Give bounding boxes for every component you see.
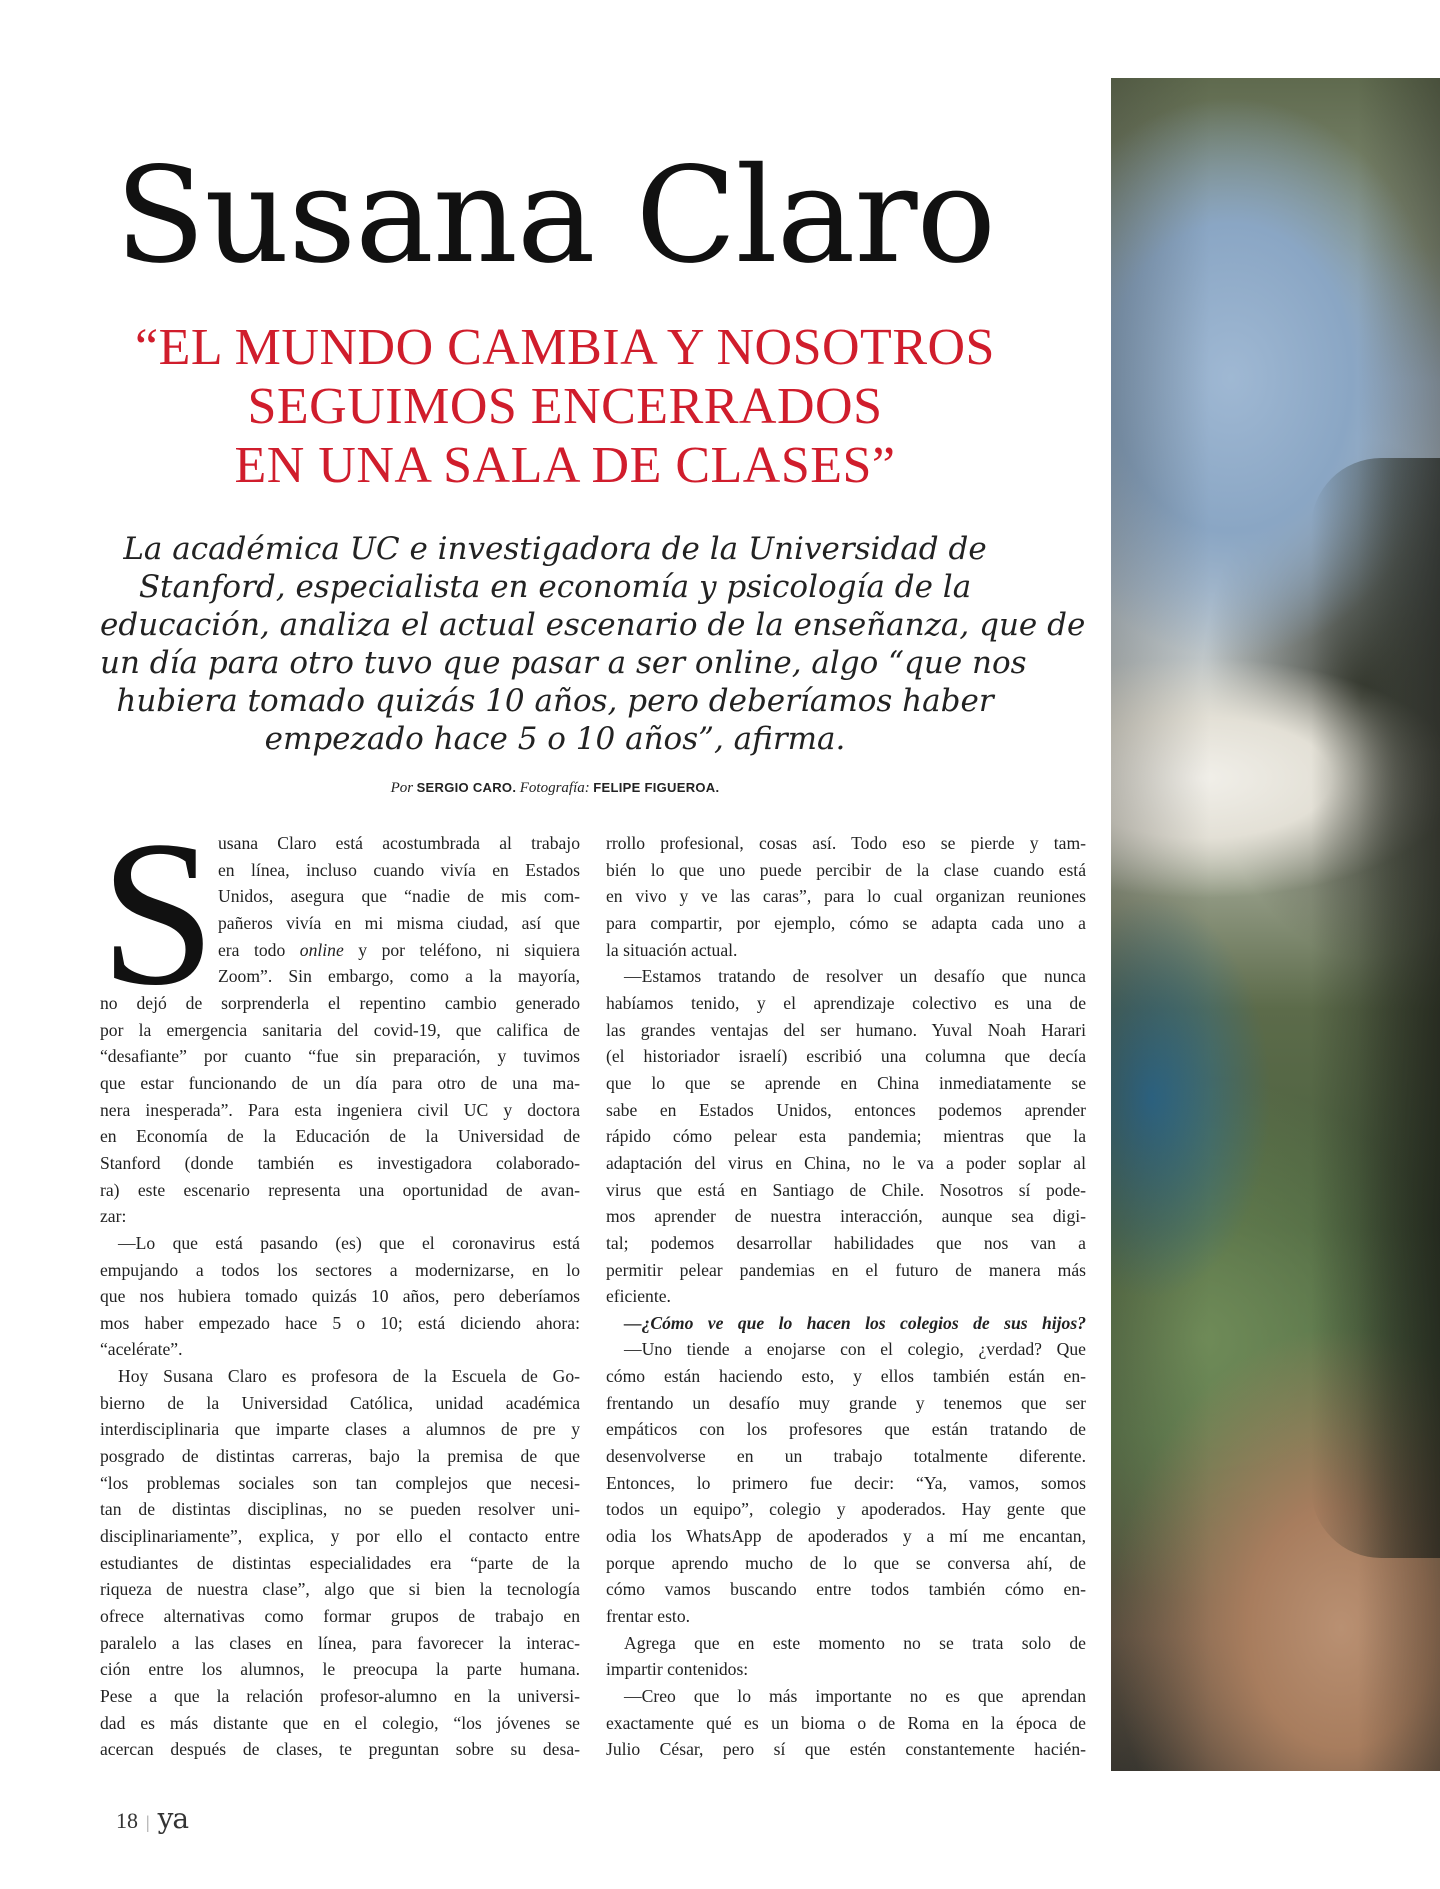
body-line: por la emergencia sanitaria del covid-19, que califica de xyxy=(100,1019,580,1040)
body-line: Agrega que en este momento no se trata solo de xyxy=(624,1632,1086,1653)
body-line: empujando a todos los sectores a modernizarse, en lo xyxy=(100,1259,580,1280)
body-line: zar: xyxy=(100,1206,127,1227)
body-line: riqueza de nuestra clase”, algo que si bien la tecnología xyxy=(100,1579,580,1600)
page-footer xyxy=(116,1802,188,1835)
quote-line: SEGUIMOS ENCERRADOS xyxy=(247,378,883,435)
byline-photo-label: Fotografía: xyxy=(519,780,590,796)
body-line: Zoom”. Sin embargo, como a la mayoría, xyxy=(218,966,580,987)
body-line: las grandes ventajas del ser humano. Yuval Noah Harari xyxy=(606,1019,1086,1040)
page-number: 18 xyxy=(116,1808,138,1833)
body-line: dad es más distante que en el colegio, “los jóvenes se xyxy=(100,1712,580,1733)
quote-line: EN UNA SALA DE CLASES” xyxy=(234,437,896,494)
body-line: Julio César, pero sí que estén constantemente hacién- xyxy=(606,1739,1086,1760)
article-title: Susana Claro xyxy=(114,139,996,293)
body-line: sabe en Estados Unidos, entonces podemos aprender xyxy=(606,1099,1086,1120)
article-column-1 xyxy=(100,798,580,1763)
body-line: mos aprender de nuestra interacción, aunque sea digi- xyxy=(606,1206,1086,1227)
body-line: porque aprendo mucho de lo que se conversa ahí, de xyxy=(606,1552,1086,1573)
body-line: tal; podemos desarrollar habilidades que nos van a xyxy=(606,1232,1086,1253)
body-line: nera inesperada”. Para esta ingeniera civil UC y doctora xyxy=(100,1099,580,1120)
body-line: Unidos, asegura que “nadie de mis com- xyxy=(218,886,580,907)
body-line: disciplinariamente”, explica, y por ello el contacto entre xyxy=(100,1526,580,1547)
pull-quote-headline xyxy=(60,318,1070,495)
body-line: desenvolverse en un trabajo totalmente diferente. xyxy=(606,1446,1086,1467)
dek-line: Stanford, especialista en economía y psicología de la xyxy=(138,569,972,605)
body-line: Pese a que la relación profesor-alumno en la universi- xyxy=(100,1686,580,1706)
body-line: interdisciplinaria que imparte clases a alumnos de pre y xyxy=(100,1419,580,1440)
footer-separator: | xyxy=(146,1812,150,1832)
body-line: empáticos con los profesores que están tratando de xyxy=(606,1419,1086,1440)
body-line: cómo están haciendo esto, y ellos también están en- xyxy=(606,1366,1086,1387)
byline-photographer: FELIPE FIGUEROA. xyxy=(593,780,720,795)
body-line: usana Claro está acostumbrada al trabajo xyxy=(218,833,580,853)
body-line: frentar esto. xyxy=(606,1606,691,1627)
dek-line: un día para otro tuvo que pasar a ser online, algo “que nos xyxy=(100,645,1027,681)
dek-line: educación, analiza el actual escenario de la enseñanza, que de xyxy=(100,607,1086,643)
body-line: habíamos tenido, y el aprendizaje colectivo es una de xyxy=(606,992,1086,1013)
dek-line: hubiera tomado quizás 10 años, pero deberíamos haber xyxy=(116,683,994,719)
body-line: que lo que se aprende en China inmediatamente se xyxy=(606,1072,1086,1093)
body-line: —Lo que está pasando (es) que el coronavirus está xyxy=(118,1232,580,1253)
body-line: pañeros vivía en mi misma ciudad, así que xyxy=(218,912,580,933)
body-line: ción entre los alumnos, le preocupa la parte humana. xyxy=(100,1659,580,1680)
body-line: Stanford (donde también es investigadora colaborado- xyxy=(100,1152,580,1173)
body-line: rápido cómo pelear esta pandemia; mientras que la xyxy=(606,1126,1086,1147)
portrait-photo xyxy=(1111,78,1440,1771)
body-line: virus que está en Santiago de Chile. Nosotros sí pode- xyxy=(606,1179,1086,1200)
body-line: que estar funcionando de un día para otro de una ma- xyxy=(100,1072,580,1093)
body-line: tan de distintas disciplinas, no se pueden resolver uni- xyxy=(100,1499,580,1520)
body-line: ofrece alternativas como formar grupos de trabajo en xyxy=(100,1606,580,1627)
body-line: eficiente. xyxy=(606,1286,671,1307)
body-line: rrollo profesional, cosas así. Todo eso se pierde y tam- xyxy=(606,833,1086,853)
body-line: exactamente qué es un bioma o de Roma en la época de xyxy=(606,1712,1086,1733)
article-column-2 xyxy=(606,830,1086,1763)
body-line: la situación actual. xyxy=(606,939,738,960)
body-line: adaptación del virus en China, no le va a poder soplar al xyxy=(606,1152,1086,1173)
body-line: —Uno tiende a enojarse con el colegio, ¿verdad? Que xyxy=(624,1339,1086,1360)
body-line: mos haber empezado hace 5 o 10; está diciendo ahora: xyxy=(100,1312,580,1333)
body-line: “los problemas sociales son tan complejos que necesi- xyxy=(100,1472,580,1493)
body-line: bierno de la Universidad Católica, unidad académica xyxy=(100,1392,580,1413)
photo-shadow xyxy=(1311,458,1440,1558)
body-line: paralelo a las clases en línea, para favorecer la interac- xyxy=(100,1632,580,1653)
body-line: —Estamos tratando de resolver un desafío que nunca xyxy=(624,966,1086,987)
body-line: impartir contenidos: xyxy=(606,1659,749,1680)
body-line: Entonces, lo primero fue decir: “Ya, vamos, somos xyxy=(606,1472,1086,1493)
byline xyxy=(0,780,1110,797)
dek-line: La académica UC e investigadora de la Universidad de xyxy=(123,531,987,567)
dek-line: empezado hace 5 o 10 años”, afirma. xyxy=(264,721,846,757)
body-line: (el historiador israelí) escribió una columna que decía xyxy=(606,1046,1086,1067)
body-line: bién lo que uno puede percibir de la clase cuando está xyxy=(606,859,1086,880)
body-line: ra) este escenario representa una oportunidad de avan- xyxy=(100,1179,580,1200)
body-line: para compartir, por ejemplo, cómo se adapta cada uno a xyxy=(606,912,1086,933)
body-line: “acelérate”. xyxy=(100,1339,183,1360)
byline-por: Por xyxy=(390,780,414,796)
body-line: todos un equipo”, colegio y apoderados. Hay gente que xyxy=(606,1499,1086,1520)
body-line: en línea, incluso cuando vivía en Estados xyxy=(218,859,580,880)
body-line: “desafiante” por cuanto “fue sin preparación, y tuvimos xyxy=(100,1046,580,1067)
body-line: frentando un desafío muy grande y tenemos que ser xyxy=(606,1392,1086,1413)
body-line: cómo vamos buscando entre todos también cómo en- xyxy=(606,1579,1086,1600)
body-line: posgrado de distintas carreras, bajo la premisa de que xyxy=(100,1446,580,1467)
body-line: era todo online y por teléfono, ni siquiera xyxy=(218,939,580,960)
body-line: en vivo y ve las caras”, para lo cual organizan reuniones xyxy=(606,886,1086,907)
article-dek xyxy=(100,530,1086,758)
emphasis: online xyxy=(299,939,344,960)
drop-cap: S xyxy=(100,798,216,1028)
body-line: que nos hubiera tomado quizás 10 años, pero deberíamos xyxy=(100,1286,580,1307)
magazine-logo: ya xyxy=(157,1802,189,1835)
quote-line: “EL MUNDO CAMBIA Y NOSOTROS xyxy=(135,319,995,376)
body-line: no dejó de sorprenderla el repentino cambio generado xyxy=(100,992,580,1013)
byline-author: SERGIO CARO. xyxy=(416,780,517,795)
body-line: —Creo que lo más importante no es que aprendan xyxy=(624,1686,1086,1706)
interview-question: —¿Cómo ve que lo hacen los colegios de sus hijos? xyxy=(624,1312,1086,1333)
body-line: permitir pelear pandemias en el futuro de manera más xyxy=(606,1259,1086,1280)
body-line: estudiantes de distintas especialidades era “parte de la xyxy=(100,1552,580,1573)
body-line: acercan después de clases, te preguntan sobre su desa- xyxy=(100,1739,580,1760)
body-line: odia los WhatsApp de apoderados y a mí me encantan, xyxy=(606,1526,1086,1547)
body-line: Hoy Susana Claro es profesora de la Escuela de Go- xyxy=(118,1366,580,1387)
body-line: en Economía de la Educación de la Universidad de xyxy=(100,1126,580,1147)
